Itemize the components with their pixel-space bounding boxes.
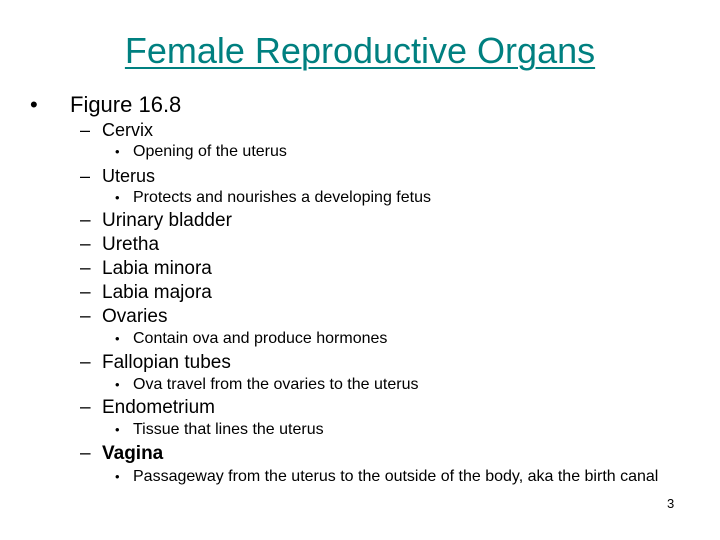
sub-item-text: Protects and nourishes a developing fetus (133, 189, 431, 206)
bullet-icon: • (115, 377, 120, 392)
item-label: Endometrium (102, 397, 215, 418)
dash-icon: – (80, 282, 91, 303)
dash-icon: – (80, 306, 91, 327)
item-label: Fallopian tubes (102, 352, 231, 373)
bullet-icon: • (115, 331, 120, 346)
sub-item-text: Opening of the uterus (133, 143, 287, 160)
item-label: Vagina (102, 443, 164, 464)
sub-item-text: Tissue that lines the uterus (133, 421, 324, 438)
dash-icon: – (80, 352, 91, 373)
dash-icon: – (80, 258, 91, 279)
bullet-icon: • (115, 422, 120, 437)
item-label: Ovaries (102, 306, 168, 327)
level1-text: Figure 16.8 (70, 92, 182, 117)
item-label: Cervix (102, 120, 154, 140)
sub-item-text: Passageway from the uterus to the outside of the body, aka the birth canal (133, 468, 659, 485)
dash-icon: – (80, 397, 91, 418)
dash-icon: – (80, 166, 91, 186)
bullet-icon: • (115, 144, 120, 159)
dash-icon: – (80, 443, 91, 464)
dash-icon: – (80, 120, 91, 140)
slide-title: Female Reproductive Organs (124, 30, 596, 71)
sub-item-text: Ova travel from the ovaries to the uterus (133, 376, 419, 393)
item-label: Uterus (102, 166, 156, 186)
bullet-icon: • (30, 92, 38, 117)
item-label: Urinary bladder (102, 210, 232, 231)
dash-icon: – (80, 234, 91, 255)
item-label: Labia minora (102, 258, 212, 279)
sub-item-text: Contain ova and produce hormones (133, 330, 388, 347)
bullet-icon: • (115, 190, 120, 205)
item-label: Uretha (102, 234, 160, 255)
bullet-icon: • (115, 469, 120, 484)
dash-icon: – (80, 210, 91, 231)
item-label: Labia majora (102, 282, 212, 303)
page-number: 3 (667, 496, 675, 511)
